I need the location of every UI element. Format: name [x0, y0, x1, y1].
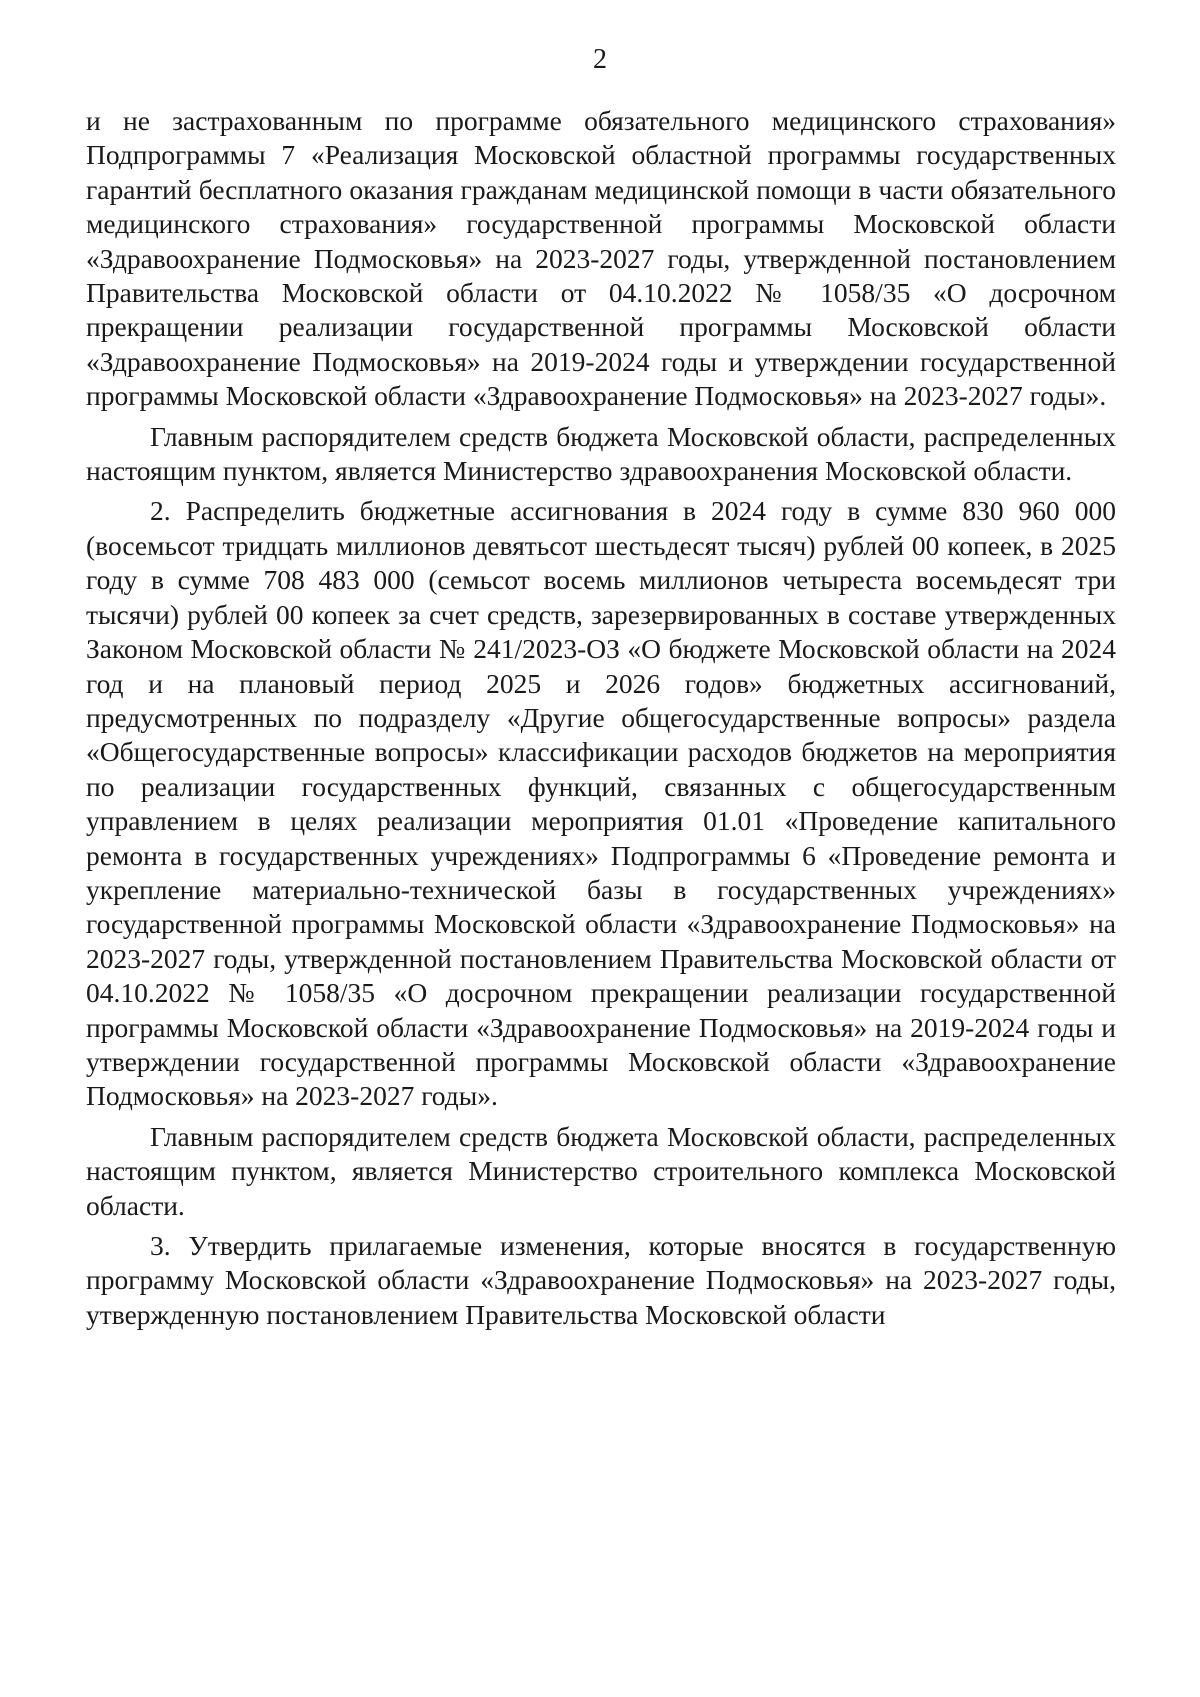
page-number: 2 [593, 44, 607, 75]
document-body [86, 104, 1116, 1338]
paragraph-continuation: и не застрахованным по программе обязательного медицинского страхования» Подпрограммы 7 «Реализация Московской областной программы государственных гарантий бесплатного оказания гражданам медицинской помощи в части обязательного медицинского страхования» государственной программы Московской области «Здравоохранение Подмосковья» на 2023-2027 годы, утвержденной постановлением Правительства Московской области от 04.10.2022 № 1058/35 «О досрочном прекращении реализации государственной программы Московской области «Здравоохранение Подмосковья» на 2019-2024 годы и утверждении государственной программы Московской области «Здравоохранение Подмосковья» на 2023-2027 годы». [86, 105, 1116, 412]
paragraph-item-2: 2. Распределить бюджетные ассигнования в 2024 году в сумме 830 960 000 (восемьсот тридцать миллионов девятьсот шестьдесят тысяч) рублей 00 копеек, в 2025 году в сумме 708 483 000 (семьсот восемь миллионов четыреста восемьдесят три тысячи) рублей 00 копеек за счет средств, зарезервированных в составе утвержденных Законом Московской области № 241/2023-ОЗ «О бюджете Московской области на 2024 год и на плановый период 2025 и 2026 годов» бюджетных ассигнований, предусмотренных по подразделу «Другие общегосударственные вопросы» раздела «Общегосударственные вопросы» классификации расходов бюджетов на мероприятия по реализации государственных функций, связанных с общегосударственным управлением в целях реализации мероприятия 01.01 «Проведение капитального ремонта в государственных учреждениях» Подпрограммы 6 «Проведение ремонта и укрепление материально-технической базы в государственных учреждениях» государственной программы Московской области «Здравоохранение Подмосковья» на 2023-2027 годы, утвержденной постановлением Правительства Московской области от 04.10.2022 № 1058/35 «О досрочном прекращении реализации государственной программы Московской области «Здравоохранение Подмосковья» на 2019-2024 годы и утверждении государственной программы Московской области «Здравоохранение Подмосковья» на 2023-2027 годы». [86, 495, 1116, 1112]
paragraph-chief-administrator-construction: Главным распорядителем средств бюджета Московской области, распределенных настоящим пунктом, является Министерство строительного комплекса Московской области. [86, 1120, 1116, 1221]
paragraph-item-3: 3. Утвердить прилагаемые изменения, которые вносятся в государственную программу Московской области «Здравоохранение Подмосковья» на 2023-2027 годы, утвержденную постановлением Правительства Московской области [86, 1230, 1116, 1330]
paragraph-chief-administrator-health: Главным распорядителем средств бюджета Московской области, распределенных настоящим пунктом, является Министерство здравоохранения Московской области. [86, 420, 1116, 487]
